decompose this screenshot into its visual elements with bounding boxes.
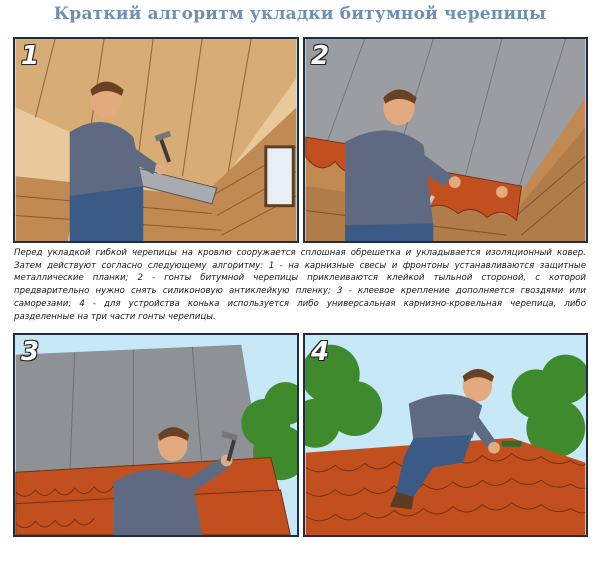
page-title: Краткий алгоритм укладки битумной черепицы	[53, 4, 547, 24]
panel-1	[13, 37, 299, 243]
panel-4	[303, 333, 588, 537]
panel-number: 2	[311, 41, 330, 71]
illustration-glue-shingles	[305, 39, 586, 241]
illustration-ridge-tiles	[305, 335, 586, 535]
description-text: Перед укладкой гибкой черепицы на кровлю сооружается сплошная обрешетка и укладывается изоляционный ковер. Затем действуют согласно следующему алгоритму: 1 - на карнизные свесы и фронтоны устанавливаются защитные металлические планки; 2 - гонты битумной черепицы приклеиваются клейкой тыльной стороной, с которой предварительно нужно снять силиконовую антиклейкую пленку; 3 - клеевое крепление дополняется гвоздями или саморезами; 4 - для устройства конька используется либо универсальная карнизно-кровельная черепица, либо разделенные на три части гонты черепицы.	[14, 248, 586, 322]
panel-2	[303, 37, 588, 243]
panel-3	[13, 333, 299, 537]
panel-number: 1	[21, 41, 40, 71]
illustration-metal-drip-edge	[15, 39, 297, 241]
panel-number: 4	[311, 337, 330, 367]
illustration-nailing-shingles	[15, 335, 297, 535]
panel-number: 3	[21, 337, 40, 367]
